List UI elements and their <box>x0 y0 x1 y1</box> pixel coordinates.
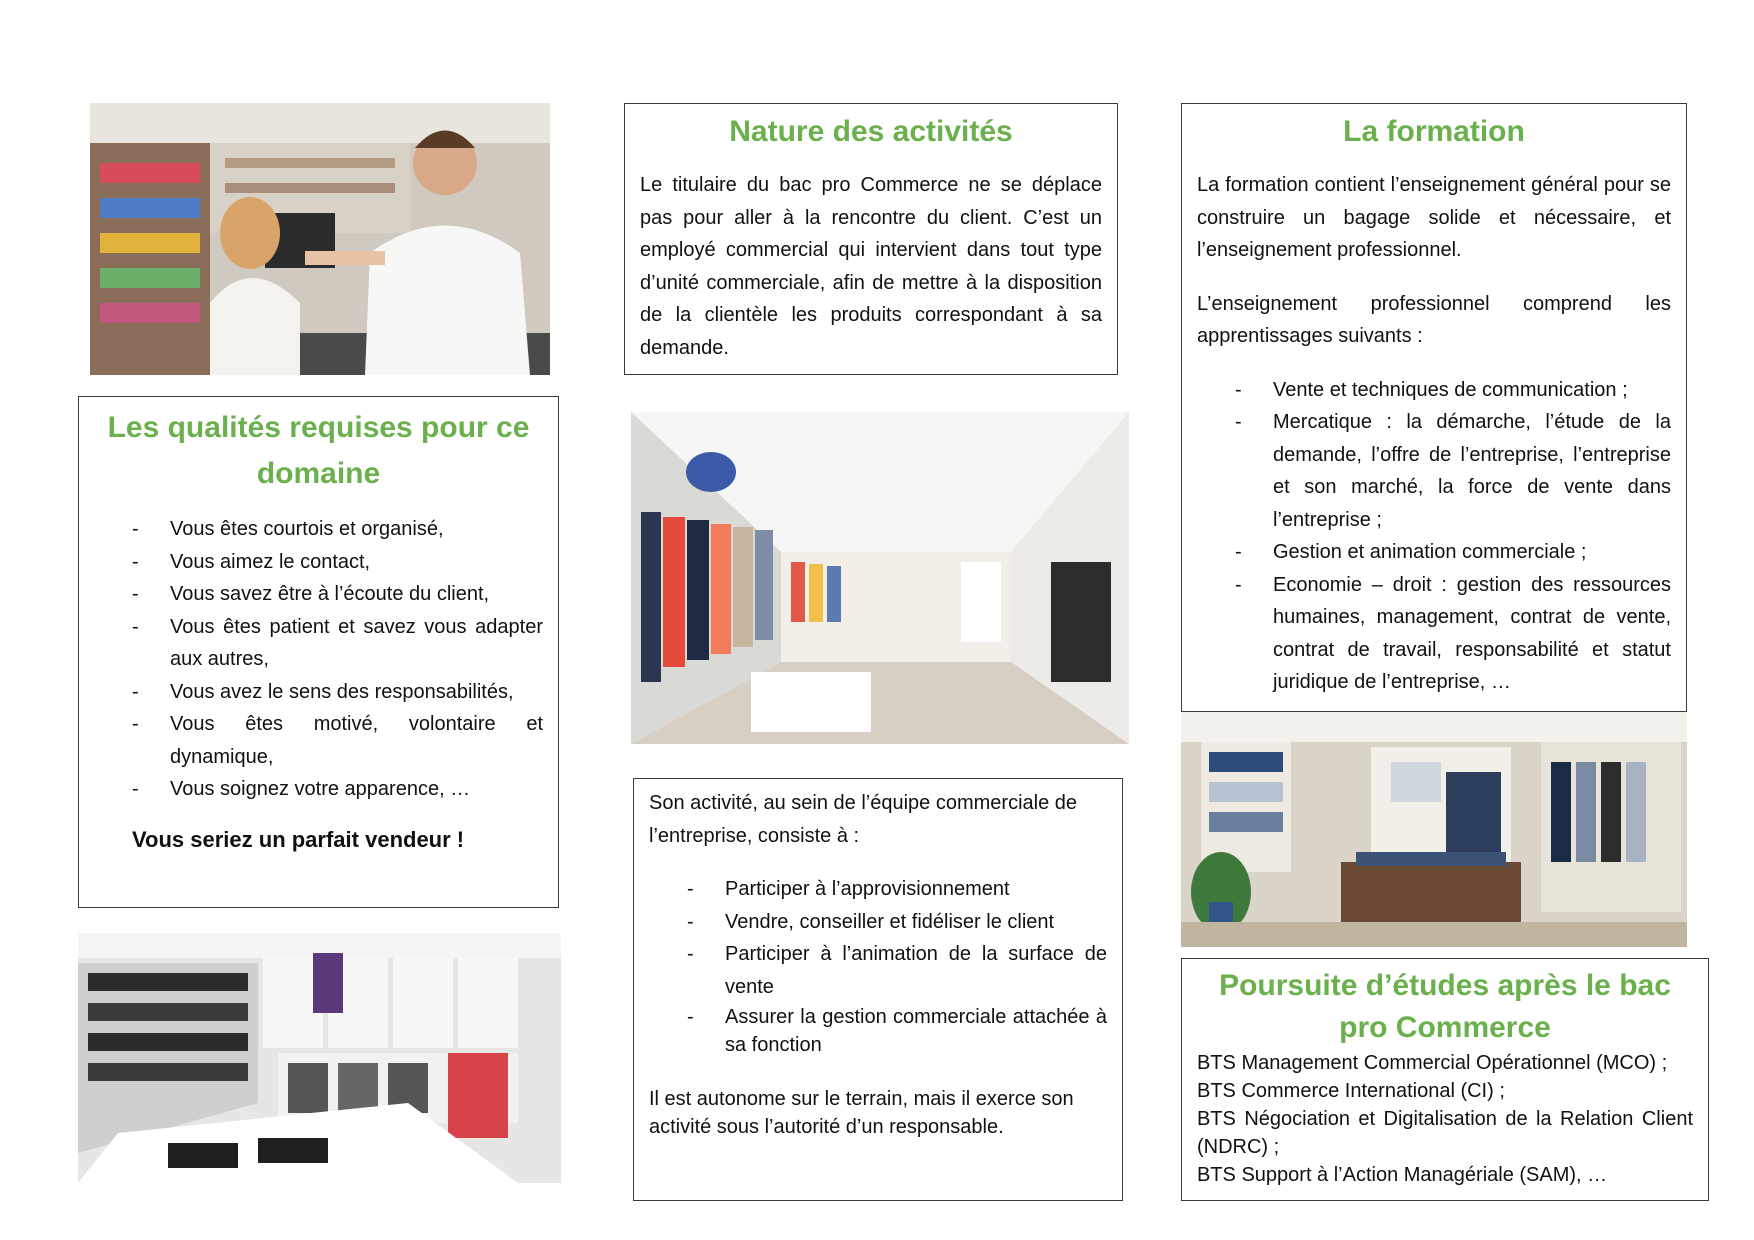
formation-box <box>1181 103 1687 712</box>
list-item: - Mercatique : la démarche, l’étude de la demande, l’offre de l’entreprise, l’entreprise et son marché, la force de vente dans l’entreprise ; <box>1273 406 1671 536</box>
clothing-store-photo <box>631 412 1129 744</box>
formation-list <box>1197 374 1671 699</box>
list-item: - Vous soignez votre apparence, … <box>170 773 543 806</box>
list-item: - Vente et techniques de communication ; <box>1273 374 1671 407</box>
list-item: - Vous êtes motivé, volontaire et dynamique, <box>170 708 543 773</box>
list-item: - Vous aimez le contact, <box>170 546 543 579</box>
list-item: - Assurer la gestion commerciale attachée à sa fonction <box>725 1003 1107 1059</box>
menswear-store-photo <box>1181 712 1687 947</box>
poursuite-line: BTS Négociation et Digitalisation de la Relation Client (NDRC) ; <box>1197 1108 1693 1158</box>
list-item: - Vous êtes courtois et organisé, <box>170 513 543 546</box>
poursuite-box <box>1181 958 1709 1201</box>
formation-sub: L’enseignement professionnel comprend les apprentissages suivants : <box>1197 292 1671 347</box>
qualites-conclusion: Vous seriez un parfait vendeur ! <box>132 826 465 852</box>
qualites-box <box>78 396 559 908</box>
activite-box <box>633 778 1123 1201</box>
list-item: - Economie – droit : gestion des ressources humaines, management, contrat de vente, contrat de travail, responsabilité et statut juridique de l’entreprise, … <box>1273 569 1671 699</box>
list-item: - Vendre, conseiller et fidéliser le client <box>725 906 1107 939</box>
qualites-title: Les qualités requises pour ce domaine <box>107 411 530 490</box>
poursuite-line: BTS Management Commercial Opérationnel (MCO) ; <box>1197 1052 1668 1074</box>
poursuite-line: BTS Commerce International (CI) ; <box>1197 1080 1505 1102</box>
qualites-list <box>94 513 543 806</box>
list-item: - Participer à l’approvisionnement <box>725 873 1107 906</box>
cashier-photo <box>90 103 550 375</box>
poursuite-line: BTS Support à l’Action Managériale (SAM), … <box>1197 1164 1608 1186</box>
activite-outro: Il est autonome sur le terrain, mais il exerce son activité sous l’autorité d’un responsable. <box>649 1088 1074 1138</box>
poursuite-title: Poursuite d’études après le bac pro Commerce <box>1219 969 1671 1044</box>
formation-title: La formation <box>1343 115 1525 148</box>
list-item: - Vous savez être à l’écoute du client, <box>170 578 543 611</box>
list-item: - Vous êtes patient et savez vous adapter aux autres, <box>170 611 543 676</box>
appliance-store-photo <box>78 933 561 1183</box>
list-item: - Gestion et animation commerciale ; <box>1273 536 1671 569</box>
nature-text: Le titulaire du bac pro Commerce ne se déplace pas pour aller à la rencontre du client. C’est un employé commercial qui intervient dans tout type d’unité commerciale, afin de mettre à la disposition de la clientèle les produits correspondant à sa demande. <box>640 174 1102 359</box>
nature-activites-box <box>624 103 1118 375</box>
activite-intro: Son activité, au sein de l’équipe commerciale de l’entreprise, consiste à : <box>649 792 1078 847</box>
list-item: - Participer à l’animation de la surface de vente <box>725 938 1107 1003</box>
activite-list <box>649 873 1107 1059</box>
nature-title: Nature des activités <box>729 115 1013 148</box>
list-item: - Vous avez le sens des responsabilités, <box>170 676 543 709</box>
formation-intro: La formation contient l’enseignement général pour se construire un bagage solide et nécessaire, et l’enseignement professionnel. <box>1197 174 1671 261</box>
